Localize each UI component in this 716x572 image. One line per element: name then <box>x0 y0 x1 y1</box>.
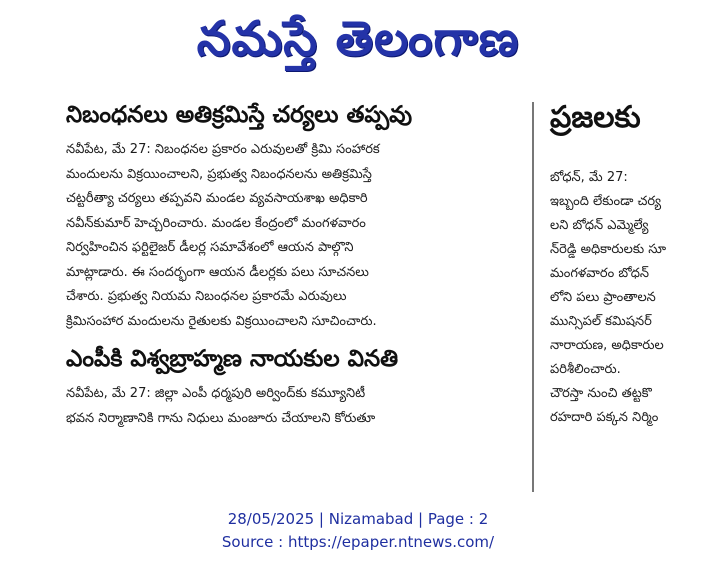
article-body <box>66 382 521 431</box>
newspaper-masthead <box>0 4 716 78</box>
article-headline: నిబంధనలు అతిక్రమిస్తే చర్యలు తప్పవు <box>66 102 413 128</box>
article-line: క్రిమిసంహార మందులను రైతులకు విక్రయించాలని సూచించారు. <box>66 313 377 329</box>
article-line: చేశారు. ప్రభుత్వ నియమ నిబంధనల ప్రకారమే ఎరువులు <box>66 289 347 304</box>
article-line: మంగళవారం బోధన్ <box>550 266 650 281</box>
article-line: చౌరస్తా నుంచి తట్టకొ <box>550 386 652 401</box>
article-line: లోని పలు ప్రాంతాలన <box>550 290 656 305</box>
article-line: నారాయణ, అధికారుల <box>550 338 664 353</box>
article-line: మాట్లాడారు. ఈ సందర్భంగా ఆయన డీలర్లకు పలు సూచనలు <box>66 264 369 280</box>
article-line: నవీపేట, మే 27: జిల్లా ఎంపీ ధర్మపురి అర్వింద్‌కు కమ్యూనిటీ <box>66 386 366 401</box>
article-line: నవీన్‌కుమార్ హెచ్చరించారు. మండల కేంద్రంలో మంగళవారం <box>66 215 366 231</box>
article-line: న్‌రెడ్డి అధికారులకు సూ <box>550 242 667 257</box>
footer-source: Source : https://epaper.ntnews.com/ <box>221 533 495 551</box>
newspaper-clipping <box>58 90 716 492</box>
left-column <box>66 98 521 439</box>
article-line: నవీపేట, మే 27: నిబంధనల ప్రకారం ఎరువులతో క్రిమి సంహారక <box>66 142 380 157</box>
article-rules-warning <box>66 98 521 334</box>
article-line: ఇబ్బంది లేకుండా చర్య <box>550 194 662 209</box>
footer-date-edition: 28/05/2025 | Nizamabad | Page : 2 <box>227 510 489 528</box>
article-mp-petition <box>66 342 521 431</box>
right-column <box>550 98 716 438</box>
article-line: నిర్వహించిన ఫర్టిలైజర్ డీలర్ల సమావేశంలో ఆయన పాల్గొని <box>66 240 354 255</box>
article-line: మున్సిపల్ కమిషనర్ <box>550 314 652 329</box>
article-line: పరిశీలించారు. <box>550 362 621 377</box>
article-headline: ప్రజలకు <box>550 100 641 135</box>
article-line: భవన నిర్మాణానికి గాను నిధులు మంజూరు చేయాలని కోరుతూ <box>66 410 376 426</box>
article-body <box>550 166 716 430</box>
article-line: రహదారి పక్కన నిర్మిం <box>550 410 659 425</box>
column-divider <box>532 102 534 492</box>
article-line: బోధన్, మే 27: <box>550 170 628 185</box>
article-headline: ఎంపీకి విశ్వబ్రాహ్మణ నాయకుల వినతి <box>66 346 399 372</box>
masthead-title: నమస్తే తెలంగాణ <box>196 11 520 67</box>
article-line: లని బోధన్ ఎమ్మెల్యే <box>550 218 649 233</box>
article-line: చట్టరీత్యా చర్యలు తప్పవని మండల వ్యవసాయశాఖ అధికారి <box>66 191 368 206</box>
article-body <box>66 138 521 334</box>
article-line: మందులను విక్రయించాలని, ప్రభుత్వ నిబంధనలను అతిక్రమిస్తే <box>66 166 372 182</box>
